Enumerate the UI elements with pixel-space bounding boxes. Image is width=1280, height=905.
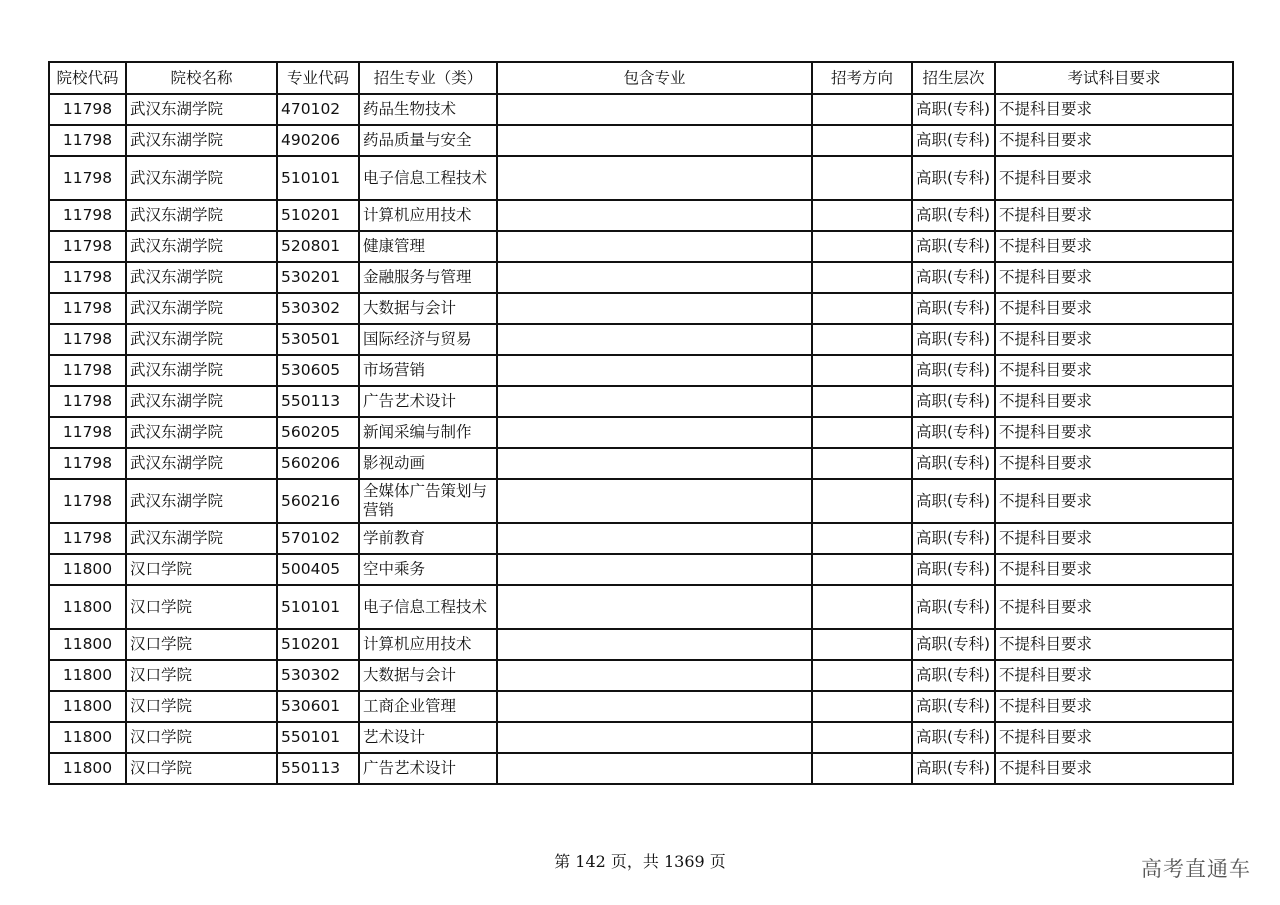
header-school-code: 院校代码 [49, 62, 126, 94]
table-row [49, 293, 1233, 324]
cell-included-majors [497, 554, 812, 585]
cell-school-name: 武汉东湖学院 [126, 94, 277, 125]
cell-school-code: 11798 [49, 231, 126, 262]
table-row [49, 479, 1233, 523]
cell-major: 健康管理 [359, 231, 497, 262]
cell-school-name: 武汉东湖学院 [126, 324, 277, 355]
cell-major: 国际经济与贸易 [359, 324, 497, 355]
cell-school-name: 武汉东湖学院 [126, 417, 277, 448]
header-major: 招生专业（类） [359, 62, 497, 94]
cell-direction [812, 262, 912, 293]
table-row [49, 753, 1233, 784]
cell-major-code: 550113 [277, 386, 359, 417]
table-row [49, 585, 1233, 629]
cell-major: 广告艺术设计 [359, 753, 497, 784]
cell-major: 药品质量与安全 [359, 125, 497, 156]
cell-major-code: 530601 [277, 691, 359, 722]
cell-included-majors [497, 125, 812, 156]
cell-school-code: 11800 [49, 753, 126, 784]
table-row [49, 386, 1233, 417]
cell-major-code: 510101 [277, 585, 359, 629]
cell-school-name: 汉口学院 [126, 722, 277, 753]
cell-requirement: 不提科目要求 [995, 554, 1233, 585]
cell-major: 药品生物技术 [359, 94, 497, 125]
cell-direction [812, 629, 912, 660]
cell-school-name: 武汉东湖学院 [126, 355, 277, 386]
cell-level: 高职(专科) [912, 293, 995, 324]
cell-included-majors [497, 448, 812, 479]
cell-major-code: 550113 [277, 753, 359, 784]
cell-school-name: 武汉东湖学院 [126, 125, 277, 156]
cell-included-majors [497, 324, 812, 355]
header-direction: 招考方向 [812, 62, 912, 94]
cell-major: 大数据与会计 [359, 660, 497, 691]
cell-direction [812, 156, 912, 200]
cell-included-majors [497, 231, 812, 262]
table-row [49, 691, 1233, 722]
table-row [49, 554, 1233, 585]
table-row [49, 156, 1233, 200]
cell-major: 影视动画 [359, 448, 497, 479]
cell-level: 高职(专科) [912, 231, 995, 262]
cell-level: 高职(专科) [912, 722, 995, 753]
cell-requirement: 不提科目要求 [995, 660, 1233, 691]
cell-major-code: 550101 [277, 722, 359, 753]
cell-requirement: 不提科目要求 [995, 753, 1233, 784]
header-major-code: 专业代码 [277, 62, 359, 94]
table-row [49, 200, 1233, 231]
table-row [49, 355, 1233, 386]
cell-requirement: 不提科目要求 [995, 523, 1233, 554]
cell-school-name: 武汉东湖学院 [126, 293, 277, 324]
cell-level: 高职(专科) [912, 585, 995, 629]
cell-school-name: 汉口学院 [126, 691, 277, 722]
table-body [49, 94, 1233, 784]
cell-requirement: 不提科目要求 [995, 156, 1233, 200]
cell-requirement: 不提科目要求 [995, 200, 1233, 231]
table-row [49, 722, 1233, 753]
cell-school-code: 11800 [49, 554, 126, 585]
cell-school-name: 武汉东湖学院 [126, 448, 277, 479]
cell-level: 高职(专科) [912, 554, 995, 585]
cell-level: 高职(专科) [912, 523, 995, 554]
cell-school-name: 汉口学院 [126, 554, 277, 585]
cell-school-code: 11798 [49, 156, 126, 200]
cell-major-code: 510201 [277, 200, 359, 231]
cell-level: 高职(专科) [912, 448, 995, 479]
cell-level: 高职(专科) [912, 386, 995, 417]
table-row [49, 417, 1233, 448]
cell-included-majors [497, 479, 812, 523]
cell-requirement: 不提科目要求 [995, 629, 1233, 660]
cell-direction [812, 722, 912, 753]
table-row [49, 448, 1233, 479]
cell-direction [812, 448, 912, 479]
table-row [49, 324, 1233, 355]
cell-school-code: 11798 [49, 125, 126, 156]
cell-requirement: 不提科目要求 [995, 386, 1233, 417]
cell-major-code: 520801 [277, 231, 359, 262]
table-row [49, 660, 1233, 691]
cell-direction [812, 324, 912, 355]
cell-direction [812, 479, 912, 523]
cell-requirement: 不提科目要求 [995, 262, 1233, 293]
cell-major-code: 530201 [277, 262, 359, 293]
cell-level: 高职(专科) [912, 691, 995, 722]
cell-school-code: 11798 [49, 523, 126, 554]
cell-direction [812, 554, 912, 585]
cell-direction [812, 293, 912, 324]
cell-school-code: 11798 [49, 355, 126, 386]
cell-major-code: 530605 [277, 355, 359, 386]
cell-school-name: 武汉东湖学院 [126, 479, 277, 523]
cell-included-majors [497, 355, 812, 386]
table-row [49, 231, 1233, 262]
cell-school-name: 汉口学院 [126, 629, 277, 660]
cell-direction [812, 125, 912, 156]
cell-included-majors [497, 417, 812, 448]
cell-major: 工商企业管理 [359, 691, 497, 722]
header-included-majors: 包含专业 [497, 62, 812, 94]
cell-level: 高职(专科) [912, 355, 995, 386]
cell-direction [812, 417, 912, 448]
cell-level: 高职(专科) [912, 156, 995, 200]
cell-included-majors [497, 660, 812, 691]
cell-direction [812, 231, 912, 262]
cell-direction [812, 200, 912, 231]
cell-included-majors [497, 262, 812, 293]
cell-requirement: 不提科目要求 [995, 324, 1233, 355]
cell-major: 电子信息工程技术 [359, 156, 497, 200]
cell-school-code: 11800 [49, 660, 126, 691]
cell-school-code: 11800 [49, 691, 126, 722]
cell-direction [812, 585, 912, 629]
cell-included-majors [497, 386, 812, 417]
cell-requirement: 不提科目要求 [995, 417, 1233, 448]
cell-level: 高职(专科) [912, 324, 995, 355]
cell-level: 高职(专科) [912, 479, 995, 523]
cell-major: 电子信息工程技术 [359, 585, 497, 629]
header-level: 招生层次 [912, 62, 995, 94]
cell-major: 新闻采编与制作 [359, 417, 497, 448]
cell-school-name: 汉口学院 [126, 753, 277, 784]
header-requirement: 考试科目要求 [995, 62, 1233, 94]
table-row [49, 629, 1233, 660]
cell-major: 金融服务与管理 [359, 262, 497, 293]
cell-major-code: 530501 [277, 324, 359, 355]
cell-major-code: 560205 [277, 417, 359, 448]
table-row [49, 94, 1233, 125]
cell-level: 高职(专科) [912, 262, 995, 293]
cell-school-code: 11798 [49, 94, 126, 125]
cell-direction [812, 386, 912, 417]
table-row [49, 125, 1233, 156]
cell-major: 艺术设计 [359, 722, 497, 753]
cell-major-code: 490206 [277, 125, 359, 156]
cell-school-name: 武汉东湖学院 [126, 386, 277, 417]
cell-included-majors [497, 691, 812, 722]
cell-major-code: 510101 [277, 156, 359, 200]
cell-requirement: 不提科目要求 [995, 293, 1233, 324]
cell-major-code: 530302 [277, 660, 359, 691]
cell-included-majors [497, 156, 812, 200]
cell-school-code: 11798 [49, 386, 126, 417]
cell-included-majors [497, 94, 812, 125]
cell-included-majors [497, 722, 812, 753]
cell-school-code: 11798 [49, 262, 126, 293]
cell-requirement: 不提科目要求 [995, 448, 1233, 479]
cell-school-name: 武汉东湖学院 [126, 231, 277, 262]
cell-requirement: 不提科目要求 [995, 722, 1233, 753]
cell-requirement: 不提科目要求 [995, 94, 1233, 125]
cell-major: 计算机应用技术 [359, 629, 497, 660]
cell-level: 高职(专科) [912, 200, 995, 231]
table-row [49, 262, 1233, 293]
cell-school-code: 11798 [49, 448, 126, 479]
cell-requirement: 不提科目要求 [995, 231, 1233, 262]
cell-school-code: 11798 [49, 324, 126, 355]
cell-major: 广告艺术设计 [359, 386, 497, 417]
table-header-row [49, 62, 1233, 94]
cell-included-majors [497, 585, 812, 629]
cell-major: 计算机应用技术 [359, 200, 497, 231]
cell-included-majors [497, 293, 812, 324]
header-school-name: 院校名称 [126, 62, 277, 94]
cell-level: 高职(专科) [912, 753, 995, 784]
cell-included-majors [497, 200, 812, 231]
cell-major-code: 470102 [277, 94, 359, 125]
cell-direction [812, 753, 912, 784]
cell-direction [812, 355, 912, 386]
cell-school-code: 11798 [49, 200, 126, 231]
cell-school-code: 11798 [49, 479, 126, 523]
cell-school-name: 武汉东湖学院 [126, 200, 277, 231]
cell-major: 全媒体广告策划与营销 [359, 479, 497, 523]
cell-school-code: 11800 [49, 585, 126, 629]
cell-school-code: 11800 [49, 629, 126, 660]
cell-major: 市场营销 [359, 355, 497, 386]
cell-level: 高职(专科) [912, 629, 995, 660]
cell-major-code: 530302 [277, 293, 359, 324]
cell-school-name: 武汉东湖学院 [126, 262, 277, 293]
cell-requirement: 不提科目要求 [995, 355, 1233, 386]
page-footer: 第 142 页，共 1369 页 [554, 852, 726, 871]
table-row [49, 523, 1233, 554]
watermark: 高考直通车 [1141, 857, 1251, 881]
cell-included-majors [497, 523, 812, 554]
cell-direction [812, 523, 912, 554]
cell-direction [812, 691, 912, 722]
cell-major: 大数据与会计 [359, 293, 497, 324]
cell-level: 高职(专科) [912, 125, 995, 156]
cell-direction [812, 660, 912, 691]
cell-included-majors [497, 753, 812, 784]
cell-level: 高职(专科) [912, 660, 995, 691]
cell-major-code: 510201 [277, 629, 359, 660]
cell-major-code: 560206 [277, 448, 359, 479]
cell-level: 高职(专科) [912, 94, 995, 125]
admissions-table [48, 61, 1234, 785]
cell-level: 高职(专科) [912, 417, 995, 448]
cell-school-name: 武汉东湖学院 [126, 156, 277, 200]
cell-requirement: 不提科目要求 [995, 691, 1233, 722]
cell-school-code: 11798 [49, 293, 126, 324]
cell-included-majors [497, 629, 812, 660]
cell-major-code: 570102 [277, 523, 359, 554]
cell-requirement: 不提科目要求 [995, 479, 1233, 523]
cell-school-code: 11800 [49, 722, 126, 753]
cell-school-name: 汉口学院 [126, 585, 277, 629]
cell-requirement: 不提科目要求 [995, 585, 1233, 629]
cell-major-code: 560216 [277, 479, 359, 523]
cell-major: 空中乘务 [359, 554, 497, 585]
cell-school-code: 11798 [49, 417, 126, 448]
cell-school-name: 武汉东湖学院 [126, 523, 277, 554]
cell-direction [812, 94, 912, 125]
cell-school-name: 汉口学院 [126, 660, 277, 691]
cell-major: 学前教育 [359, 523, 497, 554]
cell-major-code: 500405 [277, 554, 359, 585]
cell-requirement: 不提科目要求 [995, 125, 1233, 156]
